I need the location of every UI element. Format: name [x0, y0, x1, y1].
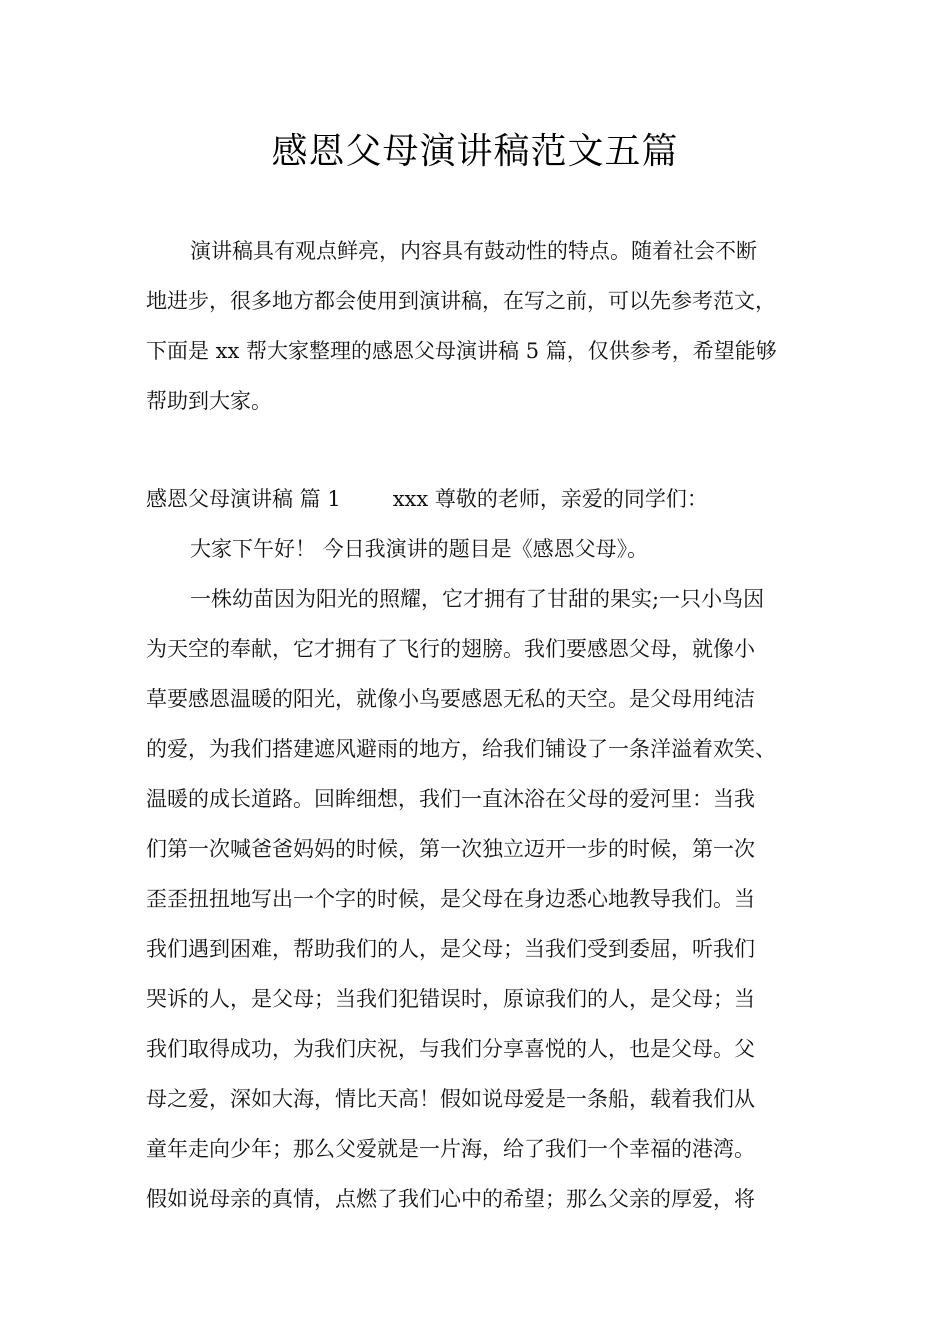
intro-line: 帮助到大家。 [146, 389, 272, 413]
body-line: 哭诉的人，是父母；当我们犯错误时，原谅我们的人，是父母；当 [146, 987, 755, 1011]
section-heading-line [146, 484, 708, 514]
body-line: 童年走向少年；那么父爱就是一片海，给了我们一个幸福的港湾。 [146, 1137, 755, 1161]
document-title: 感恩父母演讲稿范文五篇 [271, 131, 679, 172]
section-greeting: xxx 尊敬的老师，亲爱的同学们： [392, 487, 708, 511]
intro-line: 演讲稿具有观点鲜亮，内容具有鼓动性的特点。随着社会不断 [190, 239, 757, 263]
opening-line: 大家下午好！ 今日我演讲的题目是《感恩父母》。 [190, 537, 649, 561]
body-line: 歪歪扭扭地写出一个字的时候，是父母在身边悉心地教导我们。当 [146, 887, 755, 911]
intro-line: 地进步，很多地方都会使用到演讲稿，在写之前，可以先参考范文， [146, 289, 776, 313]
body-line: 草要感恩温暖的阳光，就像小鸟要感恩无私的天空。是父母用纯洁 [146, 687, 755, 711]
section-heading: 感恩父母演讲稿 篇 1 [146, 487, 341, 511]
body-line: 我们遇到困难，帮助我们的人，是父母；当我们受到委屈，听我们 [146, 937, 755, 961]
body-line: 温暖的成长道路。回眸细想，我们一直沐浴在父母的爱河里：当我 [146, 787, 755, 811]
body-line: 我们取得成功，为我们庆祝，与我们分享喜悦的人，也是父母。父 [146, 1037, 755, 1061]
body-line: 一株幼苗因为阳光的照耀，它才拥有了甘甜的果实;一只小鸟因 [190, 587, 765, 611]
body-line: 的爱，为我们搭建遮风避雨的地方，给我们铺设了一条洋溢着欢笑、 [146, 737, 776, 761]
body-line: 假如说母亲的真情，点燃了我们心中的希望；那么父亲的厚爱，将 [146, 1187, 755, 1211]
intro-line: 下面是 xx 帮大家整理的感恩父母演讲稿 5 篇，仅供参考，希望能够 [146, 339, 777, 363]
body-line: 母之爱，深如大海，情比天高！假如说母爱是一条船，载着我们从 [146, 1087, 755, 1111]
body-line: 为天空的奉献，它才拥有了飞行的翅膀。我们要感恩父母，就像小 [146, 637, 755, 661]
body-line: 们第一次喊爸爸妈妈的时候，第一次独立迈开一步的时候，第一次 [146, 837, 755, 861]
